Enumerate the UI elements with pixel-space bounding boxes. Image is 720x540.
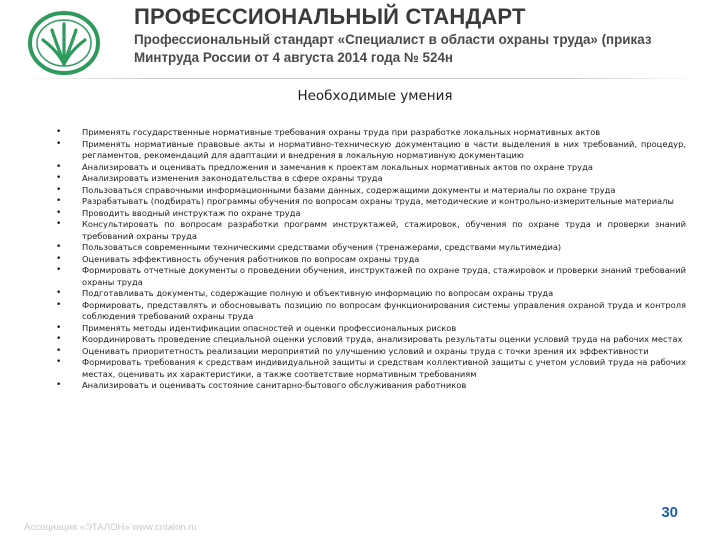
skills-list [56, 127, 686, 392]
header-divider [20, 78, 700, 79]
list-item: • Разрабатывать (подбирать) программы обучения по вопросам охраны труда, методические и контрольно-измерительные материалы [56, 196, 686, 208]
section-title: Необходимые умения [297, 88, 453, 104]
list-item: • Формировать, представлять и обосновывать позицию по вопросам функционирования системы управления охраной труда и контроля соблюдения требований охраны труда [56, 300, 686, 323]
list-item: • Оценивать эффективность обучения работников по вопросам охраны труда [56, 254, 686, 266]
list-item: • Консультировать по вопросам разработки программ инструктажей, стажировок, обучения по охране труда и проверки знаний требований охраны труда [56, 219, 686, 242]
list-item: • Оценивать приоритетность реализации мероприятий по улучшению условий и охраны труда с точки зрения их эффективности [56, 346, 686, 358]
list-item: • Проводить вводный инструктаж по охране труда [56, 208, 686, 220]
list-item: • Применять нормативные правовые акты и нормативно-техническую документацию в части выделения в них требований, процедур, регламентов, рекомендаций для адаптации и внедрения в локальную нормативную документацию [56, 139, 686, 162]
list-item: • Пользоваться современными техническими средствами обучения (тренажерами, средствами мультимедиа) [56, 242, 686, 254]
list-item: • Применять государственные нормативные требования охраны труда при разработке локальных нормативных актов [56, 127, 686, 139]
list-item: • Анализировать и оценивать предложения и замечания к проектам локальных нормативных актов по охране труда [56, 162, 686, 174]
page-subtitle: Профессиональный стандарт «Специалист в области охраны труда» (приказ Минтруда России от 4 августа 2014 года № 524н [134, 32, 652, 65]
page-title: ПРОФЕССИОНАЛЬНЫЙ СТАНДАРТ [134, 4, 526, 29]
association-logo-icon [23, 10, 105, 76]
list-item: • Анализировать изменения законодательства в сфере охраны труда [56, 173, 686, 185]
list-item: • Анализировать и оценивать состояние санитарно-бытового обслуживания работников [56, 380, 686, 392]
footer-watermark: Ассоциация «ЭТАЛОН» www.cntalon.ru [24, 522, 197, 533]
list-item: • Пользоваться справочными информационными базами данных, содержащими документы и материалы по охране труда [56, 185, 686, 197]
page-number: 30 [661, 504, 678, 521]
list-item: • Формировать отчетные документы о проведении обучения, инструктажей по охране труда, стажировок и проверки знаний требований охраны труда [56, 265, 686, 288]
list-item: • Формировать требования к средствам индивидуальной защиты и средствам коллективной защиты с учетом условий труда на рабочих местах, оценивать их характеристики, а также соответствие нормативным требованиям [56, 357, 686, 380]
list-item: • Подготавливать документы, содержащие полную и объективную информацию по вопросам охраны труда [56, 288, 686, 300]
list-item: • Применять методы идентификации опасностей и оценки профессиональных рисков [56, 323, 686, 335]
list-item: • Координировать проведение специальной оценки условий труда, анализировать результаты оценки условий труда на рабочих местах [56, 334, 686, 346]
